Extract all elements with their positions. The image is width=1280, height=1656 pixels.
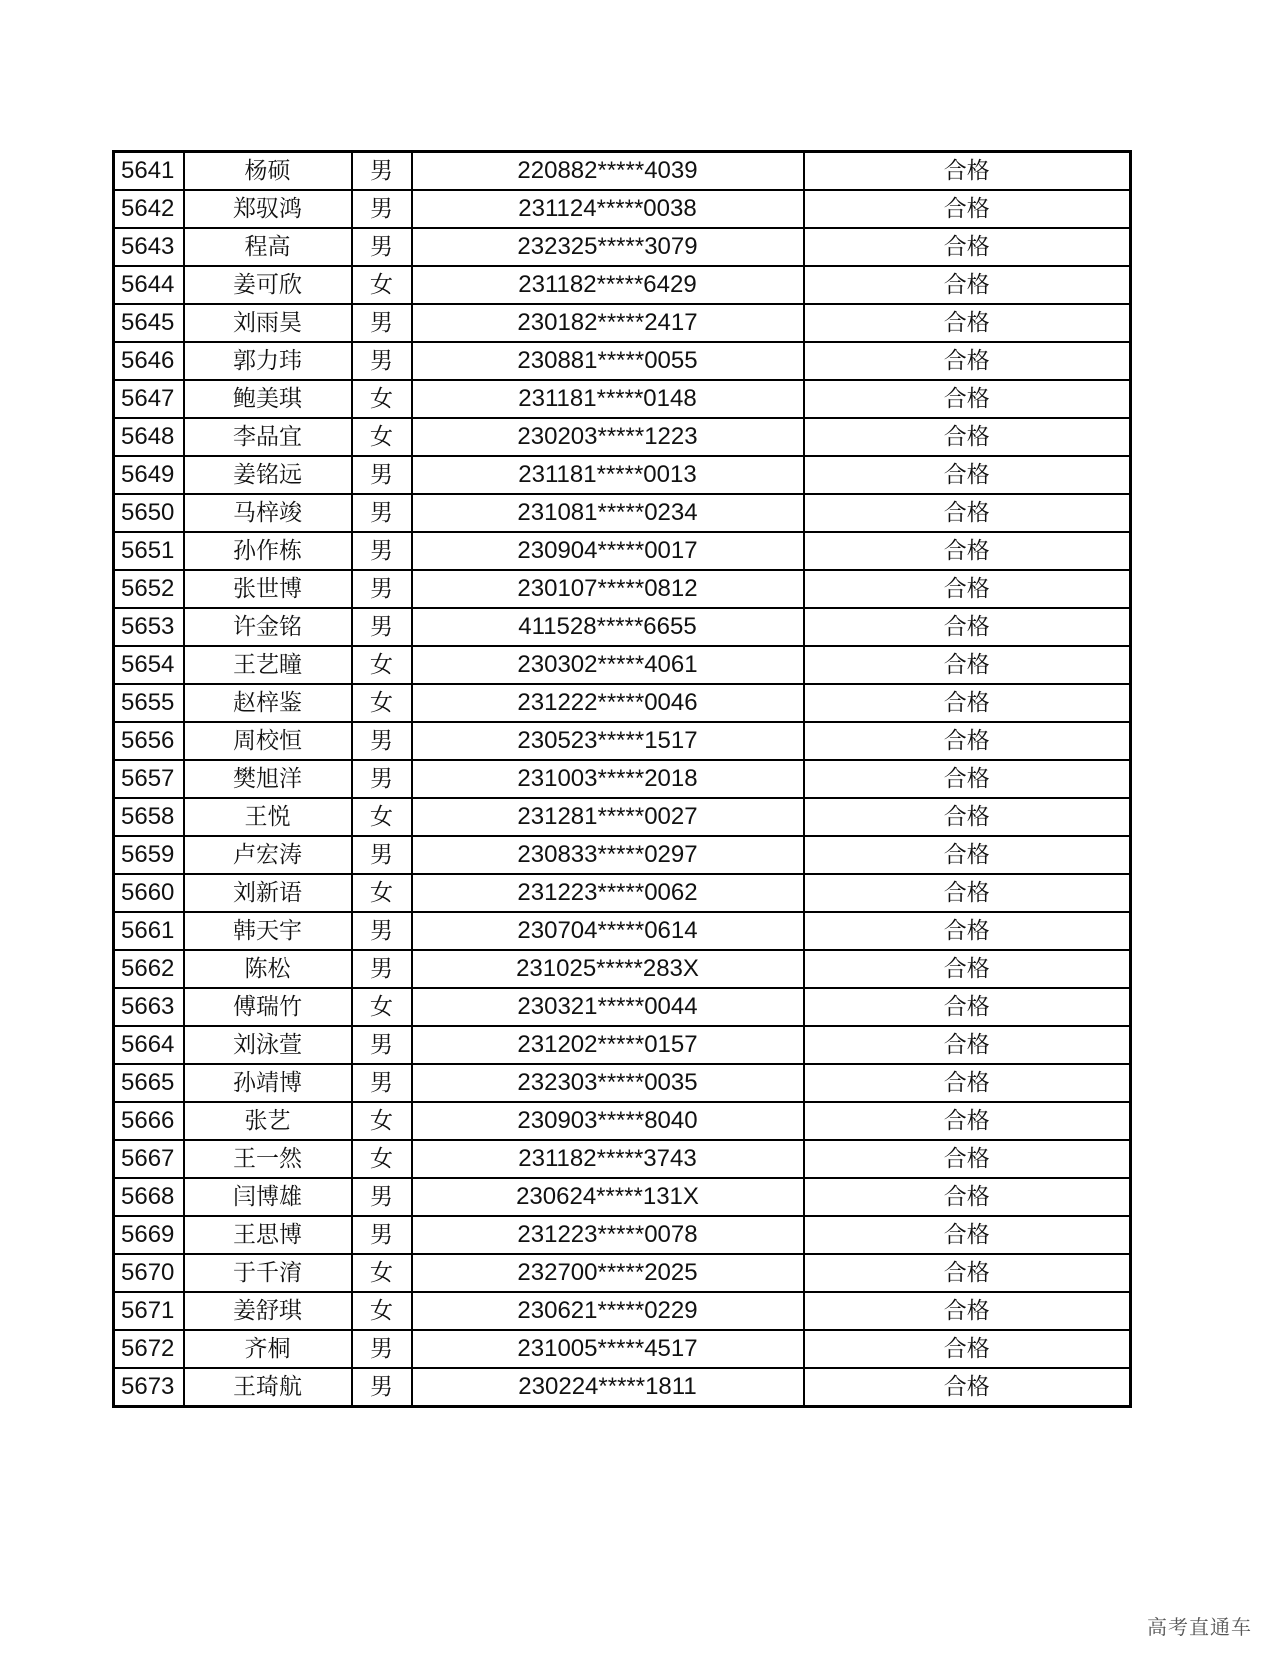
candidate-gender: 女 <box>352 874 412 912</box>
candidate-gender: 男 <box>352 1064 412 1102</box>
table-row <box>114 304 1131 342</box>
candidate-name: 杨硕 <box>184 152 352 191</box>
row-number: 5664 <box>114 1026 184 1064</box>
result-status: 合格 <box>804 1216 1131 1254</box>
candidate-id-number: 231223*****0078 <box>412 1216 804 1254</box>
row-number: 5672 <box>114 1330 184 1368</box>
candidate-gender: 男 <box>352 608 412 646</box>
candidate-gender: 男 <box>352 152 412 191</box>
candidate-id-number: 230881*****0055 <box>412 342 804 380</box>
candidate-gender: 男 <box>352 532 412 570</box>
candidate-id-number: 230523*****1517 <box>412 722 804 760</box>
candidate-name: 闫博雄 <box>184 1178 352 1216</box>
candidate-id-number: 231081*****0234 <box>412 494 804 532</box>
row-number: 5666 <box>114 1102 184 1140</box>
candidate-name: 王一然 <box>184 1140 352 1178</box>
candidate-name: 程高 <box>184 228 352 266</box>
candidate-gender: 男 <box>352 760 412 798</box>
candidate-gender: 男 <box>352 228 412 266</box>
row-number: 5652 <box>114 570 184 608</box>
result-status: 合格 <box>804 1064 1131 1102</box>
candidate-gender: 女 <box>352 646 412 684</box>
table-row <box>114 988 1131 1026</box>
candidate-gender: 男 <box>352 912 412 950</box>
candidate-gender: 女 <box>352 380 412 418</box>
table-row <box>114 342 1131 380</box>
row-number: 5663 <box>114 988 184 1026</box>
table-row <box>114 1064 1131 1102</box>
candidate-name: 于千淯 <box>184 1254 352 1292</box>
table-row <box>114 608 1131 646</box>
row-number: 5651 <box>114 532 184 570</box>
table-row <box>114 1330 1131 1368</box>
result-status: 合格 <box>804 836 1131 874</box>
row-number: 5645 <box>114 304 184 342</box>
candidate-name: 鲍美琪 <box>184 380 352 418</box>
row-number: 5649 <box>114 456 184 494</box>
candidate-gender: 男 <box>352 722 412 760</box>
candidate-id-number: 230203*****1223 <box>412 418 804 456</box>
candidate-gender: 男 <box>352 1178 412 1216</box>
row-number: 5647 <box>114 380 184 418</box>
candidate-id-number: 231223*****0062 <box>412 874 804 912</box>
table-row <box>114 1026 1131 1064</box>
candidate-id-number: 230621*****0229 <box>412 1292 804 1330</box>
row-number: 5662 <box>114 950 184 988</box>
result-status: 合格 <box>804 1292 1131 1330</box>
result-status: 合格 <box>804 342 1131 380</box>
candidate-name: 王琦航 <box>184 1368 352 1407</box>
result-status: 合格 <box>804 570 1131 608</box>
table-row <box>114 874 1131 912</box>
candidate-name: 周校恒 <box>184 722 352 760</box>
candidate-id-number: 231003*****2018 <box>412 760 804 798</box>
candidate-id-number: 230624*****131X <box>412 1178 804 1216</box>
row-number: 5671 <box>114 1292 184 1330</box>
table-row <box>114 570 1131 608</box>
results-table <box>112 150 1132 1408</box>
table-row <box>114 646 1131 684</box>
row-number: 5654 <box>114 646 184 684</box>
candidate-gender: 女 <box>352 988 412 1026</box>
table-row <box>114 1216 1131 1254</box>
row-number: 5650 <box>114 494 184 532</box>
candidate-gender: 男 <box>352 1330 412 1368</box>
result-status: 合格 <box>804 1026 1131 1064</box>
candidate-id-number: 230302*****4061 <box>412 646 804 684</box>
candidate-id-number: 231222*****0046 <box>412 684 804 722</box>
candidate-id-number: 232303*****0035 <box>412 1064 804 1102</box>
candidate-id-number: 230321*****0044 <box>412 988 804 1026</box>
candidate-id-number: 232700*****2025 <box>412 1254 804 1292</box>
table-row <box>114 266 1131 304</box>
result-status: 合格 <box>804 722 1131 760</box>
result-status: 合格 <box>804 152 1131 191</box>
row-number: 5673 <box>114 1368 184 1407</box>
row-number: 5643 <box>114 228 184 266</box>
candidate-id-number: 230833*****0297 <box>412 836 804 874</box>
candidate-name: 张世博 <box>184 570 352 608</box>
candidate-name: 王艺瞳 <box>184 646 352 684</box>
result-status: 合格 <box>804 304 1131 342</box>
candidate-id-number: 230224*****1811 <box>412 1368 804 1407</box>
table-row <box>114 152 1131 191</box>
result-status: 合格 <box>804 418 1131 456</box>
candidate-name: 刘泳萱 <box>184 1026 352 1064</box>
table-row <box>114 950 1131 988</box>
candidate-id-number: 230182*****2417 <box>412 304 804 342</box>
table-row <box>114 418 1131 456</box>
row-number: 5667 <box>114 1140 184 1178</box>
candidate-gender: 男 <box>352 570 412 608</box>
candidate-gender: 女 <box>352 798 412 836</box>
result-status: 合格 <box>804 228 1131 266</box>
candidate-name: 马梓竣 <box>184 494 352 532</box>
table-row <box>114 1368 1131 1407</box>
result-status: 合格 <box>804 760 1131 798</box>
candidate-gender: 男 <box>352 456 412 494</box>
result-status: 合格 <box>804 456 1131 494</box>
result-status: 合格 <box>804 1330 1131 1368</box>
candidate-name: 王悦 <box>184 798 352 836</box>
table-row <box>114 722 1131 760</box>
candidate-name: 李品宜 <box>184 418 352 456</box>
table-row <box>114 190 1131 228</box>
candidate-gender: 男 <box>352 1216 412 1254</box>
row-number: 5655 <box>114 684 184 722</box>
candidate-gender: 男 <box>352 1026 412 1064</box>
candidate-name: 卢宏涛 <box>184 836 352 874</box>
candidate-id-number: 231182*****6429 <box>412 266 804 304</box>
table-row <box>114 836 1131 874</box>
table-row <box>114 456 1131 494</box>
result-status: 合格 <box>804 1102 1131 1140</box>
candidate-id-number: 231281*****0027 <box>412 798 804 836</box>
candidate-id-number: 230903*****8040 <box>412 1102 804 1140</box>
candidate-id-number: 231181*****0148 <box>412 380 804 418</box>
table-row <box>114 1254 1131 1292</box>
row-number: 5670 <box>114 1254 184 1292</box>
candidate-name: 姜铭远 <box>184 456 352 494</box>
result-status: 合格 <box>804 874 1131 912</box>
candidate-name: 郑驭鸿 <box>184 190 352 228</box>
row-number: 5658 <box>114 798 184 836</box>
candidate-gender: 男 <box>352 342 412 380</box>
candidate-gender: 男 <box>352 1368 412 1407</box>
candidate-gender: 女 <box>352 1140 412 1178</box>
result-status: 合格 <box>804 988 1131 1026</box>
row-number: 5656 <box>114 722 184 760</box>
result-status: 合格 <box>804 950 1131 988</box>
candidate-name: 陈松 <box>184 950 352 988</box>
table-row <box>114 380 1131 418</box>
candidate-gender: 女 <box>352 418 412 456</box>
table-row <box>114 1178 1131 1216</box>
candidate-name: 齐桐 <box>184 1330 352 1368</box>
candidate-name: 刘雨昊 <box>184 304 352 342</box>
result-status: 合格 <box>804 532 1131 570</box>
table-row <box>114 494 1131 532</box>
row-number: 5661 <box>114 912 184 950</box>
results-table-body <box>114 152 1131 1407</box>
candidate-name: 赵梓鉴 <box>184 684 352 722</box>
candidate-name: 樊旭洋 <box>184 760 352 798</box>
candidate-id-number: 231181*****0013 <box>412 456 804 494</box>
candidate-id-number: 231124*****0038 <box>412 190 804 228</box>
candidate-name: 姜舒琪 <box>184 1292 352 1330</box>
table-row <box>114 798 1131 836</box>
result-status: 合格 <box>804 1140 1131 1178</box>
candidate-name: 郭力玮 <box>184 342 352 380</box>
candidate-id-number: 230704*****0614 <box>412 912 804 950</box>
row-number: 5668 <box>114 1178 184 1216</box>
row-number: 5665 <box>114 1064 184 1102</box>
candidate-name: 许金铭 <box>184 608 352 646</box>
candidate-id-number: 411528*****6655 <box>412 608 804 646</box>
candidate-name: 傅瑞竹 <box>184 988 352 1026</box>
candidate-id-number: 231005*****4517 <box>412 1330 804 1368</box>
candidate-gender: 女 <box>352 684 412 722</box>
candidate-gender: 女 <box>352 1254 412 1292</box>
row-number: 5659 <box>114 836 184 874</box>
result-status: 合格 <box>804 798 1131 836</box>
candidate-id-number: 232325*****3079 <box>412 228 804 266</box>
candidate-id-number: 220882*****4039 <box>412 152 804 191</box>
result-status: 合格 <box>804 608 1131 646</box>
result-status: 合格 <box>804 646 1131 684</box>
row-number: 5660 <box>114 874 184 912</box>
candidate-name: 姜可欣 <box>184 266 352 304</box>
candidate-gender: 女 <box>352 266 412 304</box>
row-number: 5669 <box>114 1216 184 1254</box>
result-status: 合格 <box>804 1368 1131 1407</box>
candidate-id-number: 230904*****0017 <box>412 532 804 570</box>
candidate-id-number: 231025*****283X <box>412 950 804 988</box>
row-number: 5642 <box>114 190 184 228</box>
candidate-name: 孙作栋 <box>184 532 352 570</box>
row-number: 5657 <box>114 760 184 798</box>
result-status: 合格 <box>804 912 1131 950</box>
table-row <box>114 532 1131 570</box>
result-status: 合格 <box>804 1254 1131 1292</box>
candidate-gender: 男 <box>352 494 412 532</box>
result-status: 合格 <box>804 190 1131 228</box>
row-number: 5641 <box>114 152 184 191</box>
candidate-gender: 女 <box>352 1292 412 1330</box>
row-number: 5644 <box>114 266 184 304</box>
result-status: 合格 <box>804 684 1131 722</box>
candidate-id-number: 231182*****3743 <box>412 1140 804 1178</box>
candidate-gender: 男 <box>352 950 412 988</box>
result-status: 合格 <box>804 380 1131 418</box>
watermark: 高考直通车 <box>1147 1615 1252 1639</box>
candidate-gender: 男 <box>352 304 412 342</box>
table-row <box>114 760 1131 798</box>
candidate-name: 韩天宇 <box>184 912 352 950</box>
result-status: 合格 <box>804 266 1131 304</box>
row-number: 5653 <box>114 608 184 646</box>
row-number: 5648 <box>114 418 184 456</box>
row-number: 5646 <box>114 342 184 380</box>
candidate-gender: 男 <box>352 836 412 874</box>
table-row <box>114 1292 1131 1330</box>
candidate-id-number: 231202*****0157 <box>412 1026 804 1064</box>
candidate-gender: 男 <box>352 190 412 228</box>
candidate-name: 孙靖博 <box>184 1064 352 1102</box>
candidate-name: 刘新语 <box>184 874 352 912</box>
candidate-name: 张艺 <box>184 1102 352 1140</box>
candidate-id-number: 230107*****0812 <box>412 570 804 608</box>
result-status: 合格 <box>804 1178 1131 1216</box>
table-row <box>114 1140 1131 1178</box>
result-status: 合格 <box>804 494 1131 532</box>
candidate-name: 王思博 <box>184 1216 352 1254</box>
table-row <box>114 228 1131 266</box>
table-row <box>114 684 1131 722</box>
table-row <box>114 912 1131 950</box>
table-row <box>114 1102 1131 1140</box>
candidate-gender: 女 <box>352 1102 412 1140</box>
